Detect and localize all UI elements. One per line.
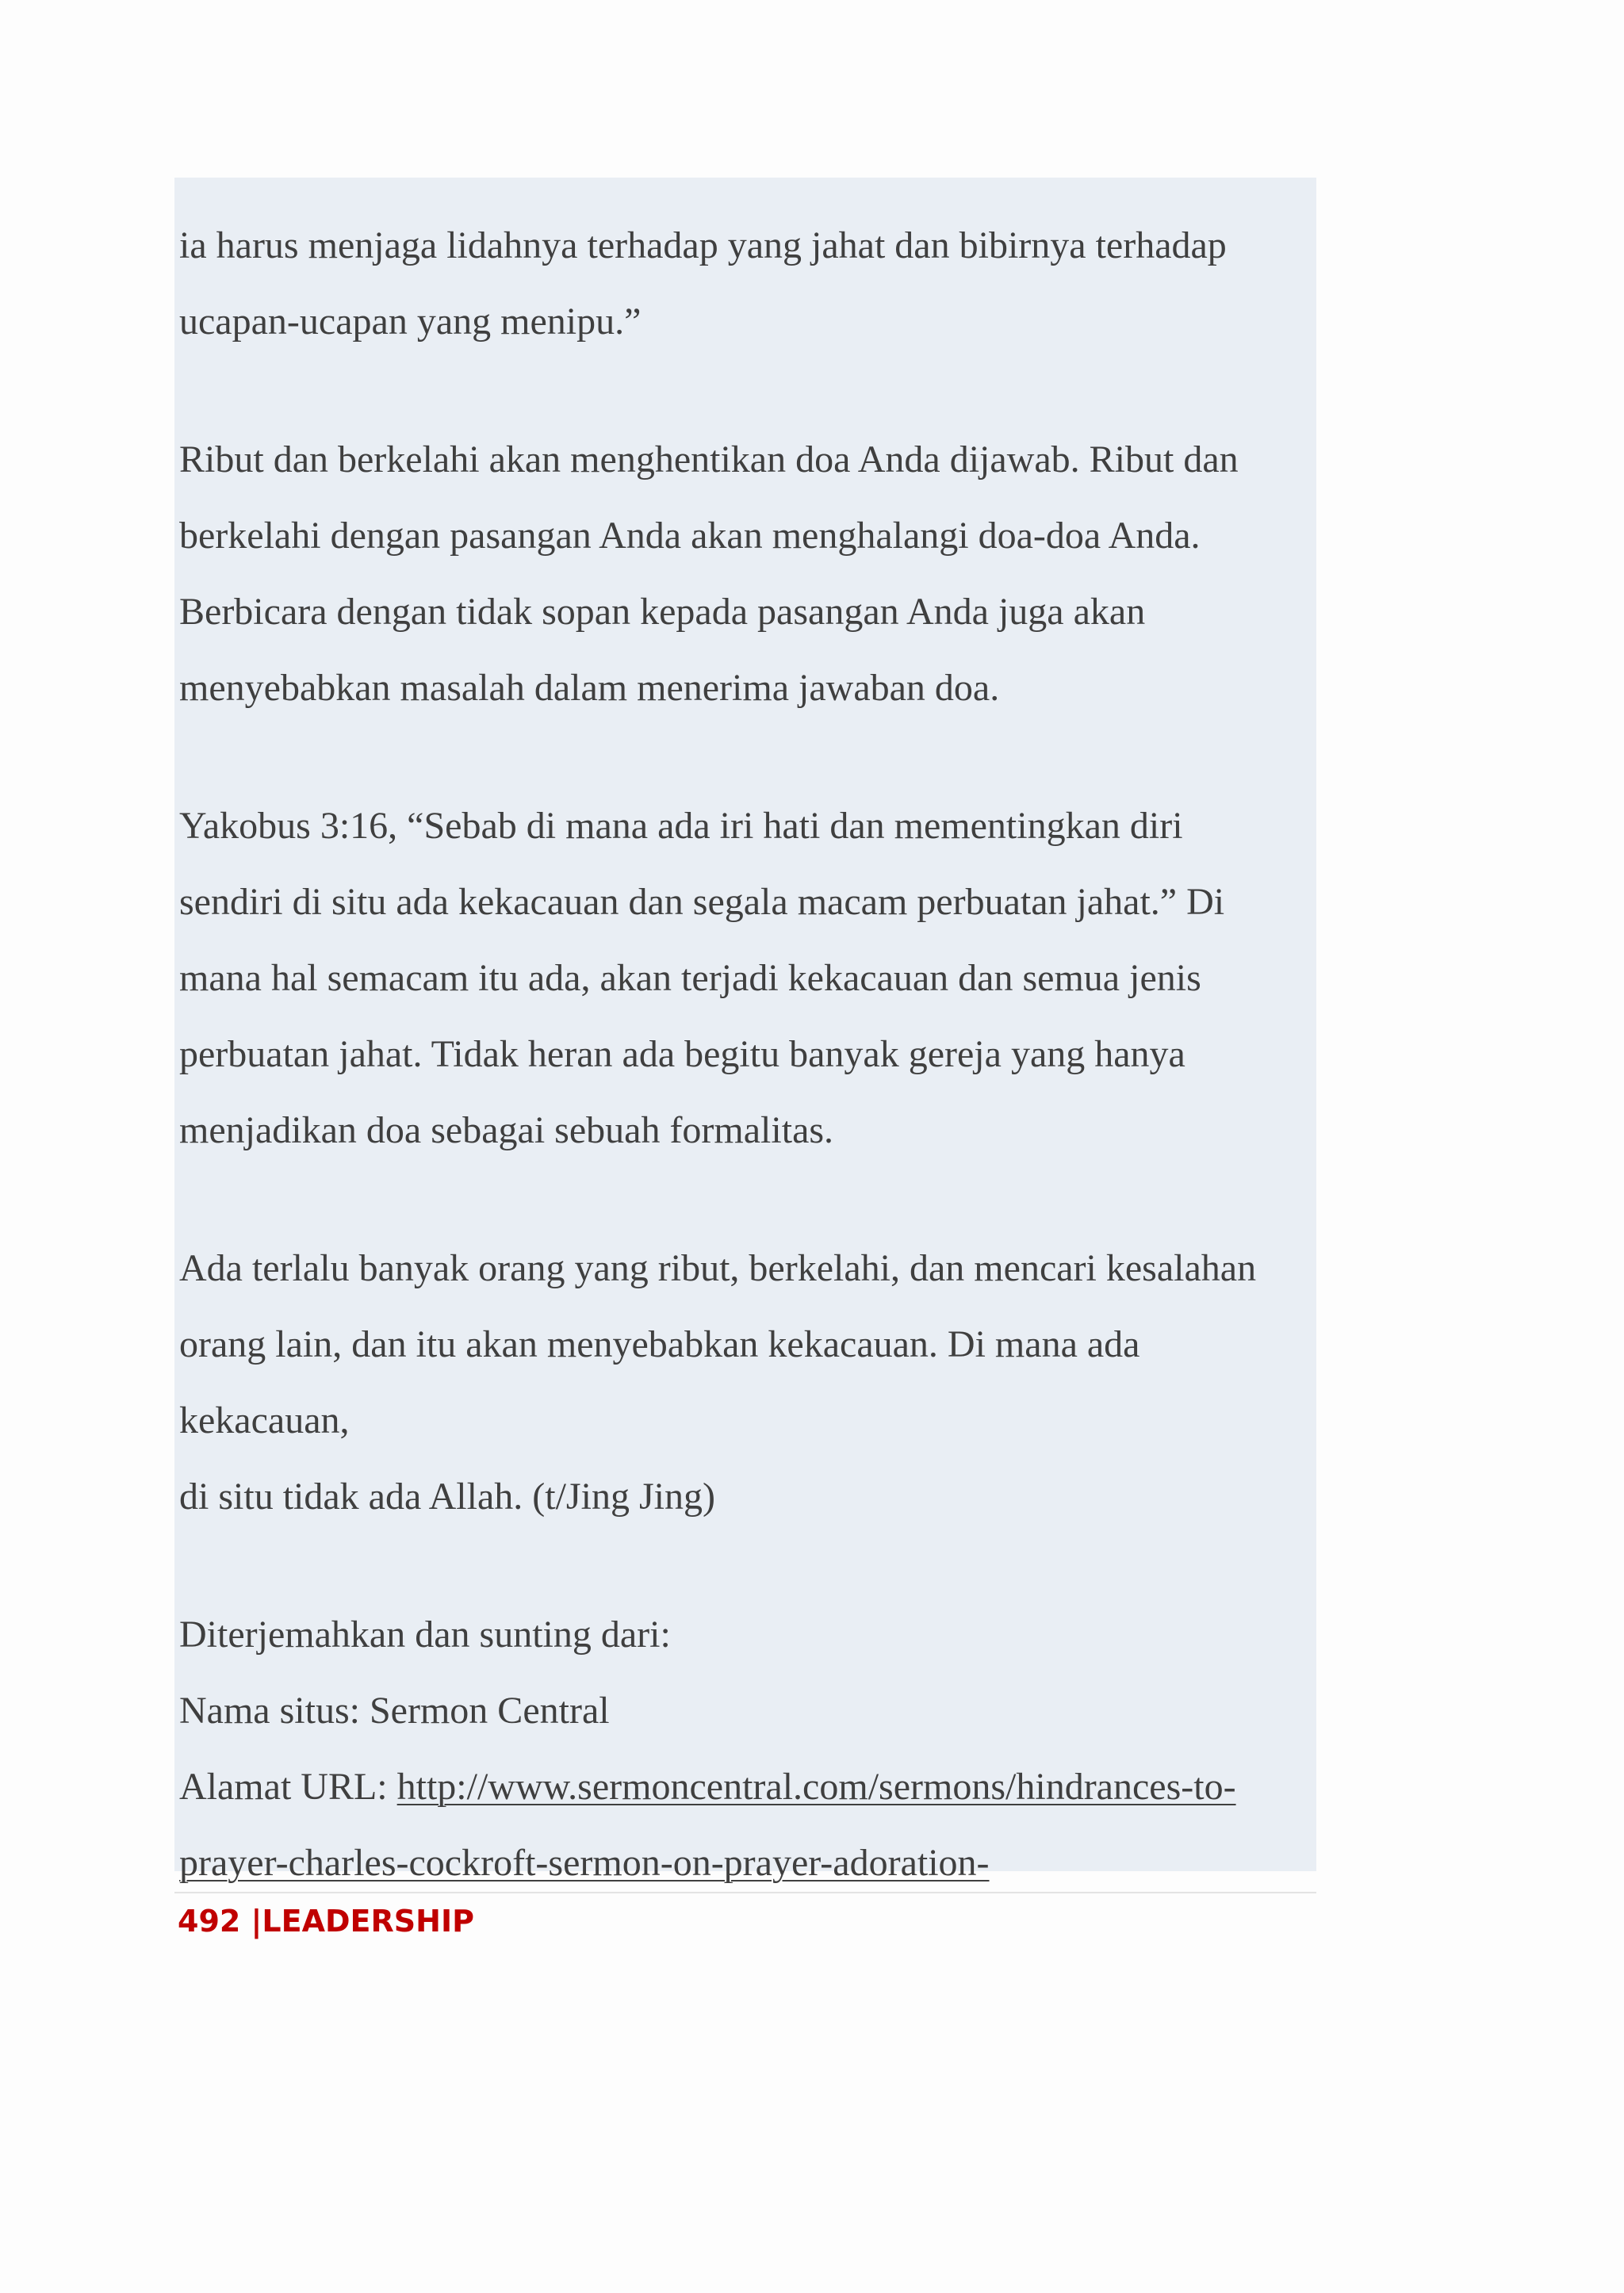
text-line: menyebabkan masalah dalam menerima jawaban doa. [179, 667, 1000, 709]
source-block [179, 1597, 1313, 1901]
source-heading: Diterjemahkan dan sunting dari: [179, 1614, 671, 1656]
text-line: Yakobus 3:16, “Sebab di mana ada iri hati dan mementingkan diri [179, 805, 1183, 847]
source-url-link[interactable]: http://www.sermoncentral.com/sermons/hindrances-to- [396, 1766, 1236, 1808]
paragraph-4 [179, 1231, 1313, 1535]
text-line: Ribut dan berkelahi akan menghentikan doa Anda dijawab. Ribut dan [179, 438, 1239, 480]
source-url-line [179, 1749, 1313, 1825]
text-line: perbuatan jahat. Tidak heran ada begitu banyak gereja yang hanya [179, 1033, 1185, 1075]
text-line: ucapan-ucapan yang menipu.” [179, 301, 642, 343]
text-line: sendiri di situ ada kekacauan dan segala macam perbuatan jahat.” Di [179, 881, 1225, 923]
text-line: kekacauan, [179, 1399, 350, 1441]
text-line: ia harus menjaga lidahnya terhadap yang jahat dan bibirnya terhadap [179, 224, 1227, 266]
page-footer-label: 492 |LEADERSHIP [178, 1904, 474, 1939]
source-site: Nama situs: Sermon Central [179, 1690, 610, 1732]
footer-divider [174, 1892, 1316, 1893]
paragraph-3 [179, 788, 1313, 1169]
paragraph-2 [179, 422, 1313, 726]
text-line: menjadikan doa sebagai sebuah formalitas. [179, 1109, 834, 1151]
text-line: di situ tidak ada Allah. (t/Jing Jing) [179, 1476, 715, 1518]
source-url-link-continued[interactable]: prayer-charles-cockroft-sermon-on-prayer-adoration- [179, 1842, 990, 1884]
text-line: Ada terlalu banyak orang yang ribut, berkelahi, dan mencari kesalahan [179, 1247, 1257, 1289]
source-url-line-continued [179, 1825, 1313, 1901]
source-url-label: Alamat URL: [179, 1766, 397, 1808]
text-line: orang lain, dan itu akan menyebabkan kekacauan. Di mana ada [179, 1323, 1140, 1365]
text-line: mana hal semacam itu ada, akan terjadi kekacauan dan semua jenis [179, 957, 1201, 999]
text-line: berkelahi dengan pasangan Anda akan menghalangi doa-doa Anda. [179, 515, 1201, 557]
text-line: Berbicara dengan tidak sopan kepada pasangan Anda juga akan [179, 591, 1146, 633]
article-body [179, 208, 1313, 1901]
paragraph-1 [179, 208, 1313, 360]
